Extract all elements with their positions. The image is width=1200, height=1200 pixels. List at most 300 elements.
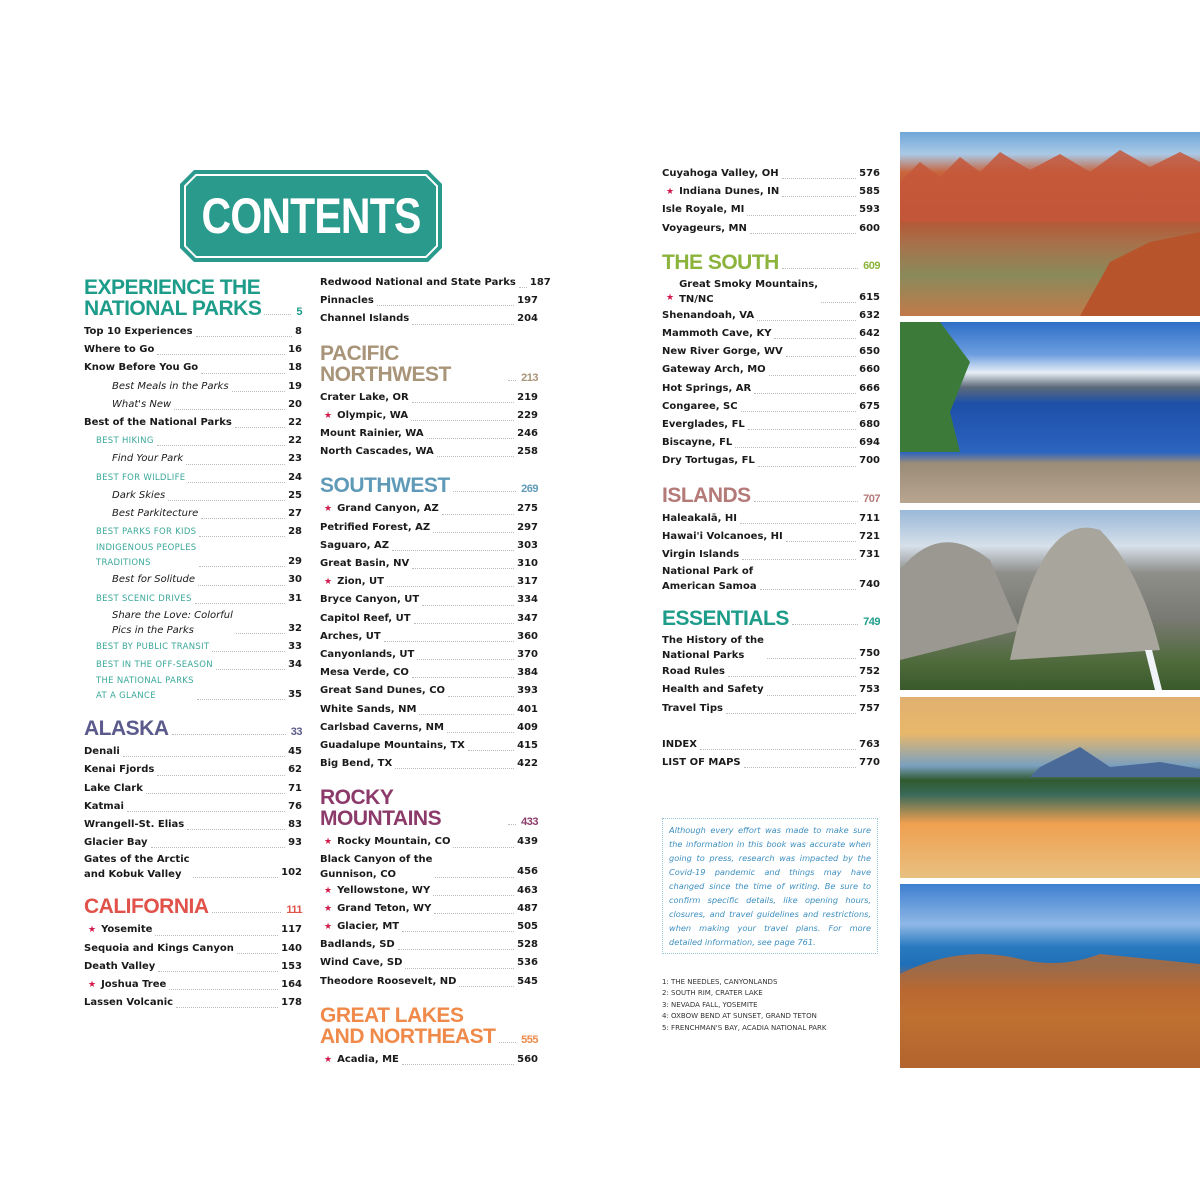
- page-number: 415: [517, 740, 538, 752]
- section-heading: [84, 277, 302, 319]
- dot-leader: [427, 438, 515, 439]
- entry-title: Carlsbad Caverns, NM: [320, 721, 444, 733]
- dot-leader: [169, 989, 278, 990]
- entry-title: Congaree, SC: [662, 400, 738, 412]
- page-number: 721: [859, 530, 880, 542]
- toc-entry[interactable]: [84, 523, 302, 541]
- toc-entry[interactable]: [320, 443, 538, 461]
- dot-leader: [754, 393, 856, 394]
- toc-entry[interactable]: [662, 165, 880, 183]
- dot-leader: [767, 658, 856, 659]
- entry-title: Travel Tips: [662, 702, 723, 714]
- page-number: 731: [859, 549, 880, 561]
- toc-entry[interactable]: [320, 555, 538, 573]
- page-number: 219: [517, 391, 538, 403]
- toc-entry[interactable]: [84, 341, 302, 359]
- toc-entry[interactable]: [320, 537, 538, 555]
- toc-entry[interactable]: [84, 761, 302, 779]
- entry-title: Kenai Fjords: [84, 764, 155, 776]
- page-number: 19: [288, 380, 302, 392]
- toc-entry[interactable]: [84, 921, 302, 939]
- toc-entry[interactable]: [662, 528, 880, 546]
- star-icon: ★: [324, 1054, 333, 1065]
- page-number: 545: [517, 975, 538, 987]
- photo-credit: 4: OXBOW BEND AT SUNSET, GRAND TETON: [662, 1012, 817, 1021]
- star-icon: ★: [324, 885, 333, 896]
- page-number: 680: [859, 419, 880, 431]
- page-number: 197: [517, 295, 538, 307]
- star-icon: ★: [324, 922, 333, 933]
- tree-and-rim-shape: [900, 322, 1200, 503]
- toc-entry[interactable]: [662, 510, 880, 528]
- entry-title: Badlands, SD: [320, 939, 395, 951]
- photo-credit: 3: NEVADA FALL, YOSEMITE: [662, 1000, 758, 1009]
- toc-column-2: [320, 274, 551, 1069]
- dot-leader: [392, 550, 514, 551]
- page-number: 30: [288, 574, 302, 586]
- section-title: PACIFIC NORTHWEST: [320, 341, 451, 386]
- toc-entry[interactable]: [84, 378, 302, 396]
- page-number: 45: [288, 746, 302, 758]
- dot-leader: [744, 767, 856, 768]
- photo-credit: 2: SOUTH RIM, CRATER LAKE: [662, 989, 763, 998]
- page-number: 505: [517, 921, 538, 933]
- entry-title: North Cascades, WA: [320, 446, 434, 458]
- dot-leader: [157, 775, 285, 776]
- page-number: 178: [281, 997, 302, 1009]
- page-number: 711: [859, 512, 880, 524]
- entry-title: Know Before You Go: [84, 362, 199, 374]
- dot-leader: [448, 696, 514, 697]
- entry-title: Best of the National Parks: [84, 417, 232, 429]
- toc-entry[interactable]: [320, 425, 538, 443]
- dot-leader: [740, 523, 856, 524]
- toc-entry[interactable]: [84, 541, 302, 571]
- toc-entry[interactable]: [84, 469, 302, 487]
- toc-entry[interactable]: [84, 571, 302, 589]
- toc-entry[interactable]: [662, 343, 880, 361]
- page-number: 536: [517, 957, 538, 969]
- toc-entry[interactable]: [84, 505, 302, 523]
- entry-title: Zion, UT: [337, 576, 384, 588]
- toc-entry[interactable]: [320, 936, 538, 954]
- entry-title: Guadalupe Mountains, TX: [320, 740, 465, 752]
- toc-entry[interactable]: [84, 958, 302, 976]
- toc-entry[interactable]: [84, 359, 302, 377]
- toc-entry[interactable]: [84, 940, 302, 958]
- dot-leader: [384, 641, 514, 642]
- entry-title: Katmai: [84, 800, 124, 812]
- entry-title: LIST OF MAPS: [662, 757, 741, 769]
- toc-entry[interactable]: [662, 183, 880, 201]
- toc-entry[interactable]: [662, 633, 880, 663]
- entry-title: Sequoia and Kings Canyon: [84, 942, 234, 954]
- toc-entry[interactable]: [662, 452, 880, 470]
- section-heading: [320, 787, 538, 829]
- section-title: GREAT LAKES AND NORTHEAST: [320, 1003, 496, 1048]
- entry-title: Canyonlands, UT: [320, 649, 415, 661]
- toc-entry[interactable]: [662, 663, 880, 681]
- toc-entry[interactable]: [84, 414, 302, 432]
- entry-title: Mammoth Cave, KY: [662, 328, 772, 340]
- page-number: 28: [288, 526, 302, 538]
- dot-leader: [237, 953, 278, 954]
- toc-entry[interactable]: [320, 719, 538, 737]
- dot-leader: [519, 287, 527, 288]
- page-number: 62: [288, 764, 302, 776]
- toc-entry[interactable]: [320, 882, 538, 900]
- photo-crater-lake: [900, 322, 1200, 503]
- dot-leader: [157, 354, 285, 355]
- dot-leader: [499, 1042, 517, 1043]
- toc-entry[interactable]: [320, 407, 538, 425]
- toc-entry[interactable]: [320, 954, 538, 972]
- dot-leader: [168, 500, 285, 501]
- mountain-reflection-shape: [900, 697, 1200, 878]
- entry-title: Best Meals in the Parks: [112, 380, 229, 392]
- toc-entry[interactable]: [84, 432, 302, 450]
- toc-entry[interactable]: [320, 591, 538, 609]
- dot-leader: [508, 824, 516, 825]
- toc-entry[interactable]: [320, 833, 538, 851]
- toc-entry[interactable]: [84, 396, 302, 414]
- covid-disclaimer-note: Although every effort was made to make sure the information in this book was accurate when going to press, research was impacted by the Covid-19 pandemic and things may have changed since the time of writing. Be sure to confirm specific details, like opening hours, closures, and travel guidelines and restrictions, when making your travel plans. For more detailed information, see page 761.: [662, 818, 878, 954]
- dot-leader: [188, 482, 285, 483]
- page-number: 463: [517, 884, 538, 896]
- page-number: 16: [288, 344, 302, 356]
- toc-entry[interactable]: [320, 292, 538, 310]
- entry-title: INDEX: [662, 738, 697, 750]
- entry-title: Hawai'i Volcanoes, HI: [662, 530, 783, 542]
- dot-leader: [212, 651, 285, 652]
- dot-leader: [264, 314, 291, 315]
- page-number: 347: [517, 612, 538, 624]
- dot-leader: [235, 427, 285, 428]
- entry-title: Road Rules: [662, 666, 725, 678]
- entry-title: Grand Canyon, AZ: [337, 503, 439, 515]
- toc-entry[interactable]: [84, 976, 302, 994]
- toc-entry[interactable]: [662, 416, 880, 434]
- toc-entry[interactable]: [662, 681, 880, 699]
- toc-entry[interactable]: [662, 361, 880, 379]
- entry-title: Voyageurs, MN: [662, 222, 747, 234]
- toc-entry[interactable]: [84, 656, 302, 674]
- toc-entry[interactable]: [84, 816, 302, 834]
- entry-title: Rocky Mountain, CO: [337, 836, 451, 848]
- toc-entry[interactable]: [662, 754, 880, 772]
- toc-entry[interactable]: [320, 755, 538, 773]
- page-title: CONTENTS: [201, 188, 421, 244]
- entry-title: Isle Royale, MI: [662, 204, 745, 216]
- dot-leader: [757, 320, 856, 321]
- dot-leader: [172, 734, 286, 735]
- page-number: 694: [859, 437, 880, 449]
- page-number: 140: [281, 942, 302, 954]
- page-number: 650: [859, 346, 880, 358]
- toc-entry[interactable]: [320, 918, 538, 936]
- dot-leader: [201, 518, 285, 519]
- toc-entry[interactable]: [84, 487, 302, 505]
- star-icon: ★: [324, 504, 333, 515]
- dot-leader: [792, 624, 858, 625]
- page-number: 609: [863, 259, 880, 272]
- page-number: 600: [859, 222, 880, 234]
- section-title: ISLANDS: [662, 483, 751, 507]
- page-number: 229: [517, 409, 538, 421]
- dot-leader: [754, 501, 858, 502]
- dot-leader: [442, 514, 514, 515]
- page-number: 27: [288, 508, 302, 520]
- toc-entry[interactable]: [662, 736, 880, 754]
- toc-entry[interactable]: [84, 852, 302, 882]
- page-number: 20: [288, 398, 302, 410]
- toc-entry[interactable]: [320, 737, 538, 755]
- toc-entry[interactable]: [662, 277, 880, 307]
- dot-leader: [195, 603, 285, 604]
- toc-entry[interactable]: [320, 610, 538, 628]
- page-number: 29: [288, 556, 302, 568]
- section-heading: [84, 718, 302, 739]
- entry-title: Biscayne, FL: [662, 437, 733, 449]
- page-number: 33: [288, 640, 302, 652]
- entry-title: Cuyahoga Valley, OH: [662, 168, 779, 179]
- dot-leader: [212, 912, 282, 913]
- page-number: 33: [290, 726, 302, 739]
- page-number: 297: [517, 521, 538, 533]
- entry-title: Denali: [84, 746, 120, 758]
- entry-title: Haleakalā, HI: [662, 512, 738, 524]
- toc-entry[interactable]: [320, 900, 538, 918]
- page-number: 258: [517, 446, 538, 458]
- toc-entry[interactable]: [320, 519, 538, 537]
- toc-entry[interactable]: [662, 700, 880, 718]
- page-number: 204: [517, 313, 538, 325]
- toc-entry[interactable]: [320, 573, 538, 591]
- page-number: 763: [859, 738, 880, 750]
- dot-leader: [402, 1064, 514, 1065]
- entry-title: Glacier, MT: [337, 921, 400, 933]
- dot-leader: [412, 324, 514, 325]
- toc-entry[interactable]: [320, 646, 538, 664]
- dot-leader: [735, 447, 856, 448]
- dot-leader: [414, 623, 515, 624]
- dot-leader: [786, 541, 856, 542]
- entry-title: Wind Cave, SD: [320, 957, 403, 969]
- entry-title: National Park of American Samoa: [662, 566, 757, 593]
- page-number: 76: [288, 800, 302, 812]
- entry-title: Hot Springs, AR: [662, 382, 752, 394]
- dot-leader: [387, 586, 514, 587]
- dot-leader: [748, 429, 856, 430]
- toc-entry[interactable]: [662, 398, 880, 416]
- page-number: 409: [517, 721, 538, 733]
- entry-title: Mesa Verde, CO: [320, 667, 409, 679]
- dot-leader: [433, 532, 514, 533]
- toc-entry[interactable]: [320, 701, 538, 719]
- entry-title: Saguaro, AZ: [320, 539, 390, 551]
- entry-title: Lake Clark: [84, 782, 143, 794]
- star-icon: ★: [88, 980, 97, 991]
- toc-entry[interactable]: [662, 307, 880, 325]
- toc-entry[interactable]: [84, 450, 302, 468]
- page-number: 5: [296, 306, 302, 318]
- page-number: 317: [517, 576, 538, 588]
- section-title: SOUTHWEST: [320, 474, 450, 498]
- entry-title: Olympic, WA: [337, 409, 409, 421]
- entry-title: Indiana Dunes, IN: [679, 186, 780, 198]
- entry-title: Yellowstone, WY: [337, 884, 431, 896]
- spacer: [662, 718, 880, 736]
- toc-entry[interactable]: [320, 1051, 538, 1069]
- dot-leader: [412, 677, 514, 678]
- toc-entry[interactable]: [84, 743, 302, 761]
- page-number: 111: [286, 904, 302, 917]
- toc-entry[interactable]: [84, 994, 302, 1012]
- entry-title: BEST IN THE OFF-SEASON: [96, 660, 213, 671]
- coast-foliage-shape: [900, 884, 1200, 1068]
- toc-entry[interactable]: [84, 323, 302, 341]
- page-number: 615: [859, 291, 880, 303]
- page-number: 750: [859, 648, 880, 660]
- toc-entry[interactable]: [320, 852, 538, 882]
- toc-entry[interactable]: [662, 434, 880, 452]
- toc-entry[interactable]: [84, 834, 302, 852]
- page-number: 632: [859, 309, 880, 321]
- dot-leader: [398, 949, 514, 950]
- entry-title: Mount Rainier, WA: [320, 428, 424, 440]
- dot-leader: [742, 559, 856, 560]
- entry-title: Everglades, FL: [662, 419, 745, 431]
- toc-entry[interactable]: [662, 564, 880, 594]
- entry-title: Gates of the Arctic and Kobuk Valley: [84, 854, 190, 881]
- entry-title: THE NATIONAL PARKS AT A GLANCE: [96, 676, 194, 702]
- dot-leader: [216, 669, 285, 670]
- photo-oxbow-bend: [900, 697, 1200, 878]
- dot-leader: [127, 811, 285, 812]
- dot-leader: [782, 196, 856, 197]
- toc-entry[interactable]: [320, 664, 538, 682]
- section-heading: [320, 1005, 538, 1047]
- page-number: 752: [859, 666, 880, 678]
- star-icon: ★: [324, 903, 333, 914]
- toc-entry[interactable]: [662, 546, 880, 564]
- dot-leader: [434, 913, 514, 914]
- dot-leader: [468, 750, 514, 751]
- page-number: 422: [517, 758, 538, 770]
- entry-title: INDIGENOUS PEOPLES TRADITIONS: [96, 543, 197, 569]
- entry-title: Joshua Tree: [101, 979, 167, 991]
- page-number: 23: [288, 453, 302, 465]
- entry-title: Yosemite: [101, 924, 153, 936]
- page-number: 213: [521, 371, 538, 384]
- toc-entry[interactable]: [84, 638, 302, 656]
- toc-entry[interactable]: [662, 325, 880, 343]
- toc-entry[interactable]: [84, 780, 302, 798]
- page-number: 83: [288, 819, 302, 831]
- page-number: 456: [517, 866, 538, 878]
- dot-leader: [435, 877, 514, 878]
- toc-entry[interactable]: [662, 220, 880, 238]
- photo-credit: 1: THE NEEDLES, CANYONLANDS: [662, 978, 778, 986]
- toc-entry[interactable]: [84, 590, 302, 608]
- dot-leader: [146, 793, 285, 794]
- dot-leader: [453, 491, 516, 492]
- entry-title: White Sands, NM: [320, 703, 417, 715]
- dot-leader: [700, 749, 856, 750]
- dot-leader: [411, 420, 514, 421]
- toc-entry[interactable]: [320, 628, 538, 646]
- entry-title: Channel Islands: [320, 313, 410, 325]
- page-number: 102: [281, 867, 302, 879]
- dot-leader: [197, 699, 285, 700]
- entry-title: Big Bend, TX: [320, 758, 393, 770]
- entry-title: Dark Skies: [112, 489, 166, 501]
- page-number: 393: [517, 685, 538, 697]
- dot-leader: [412, 568, 514, 569]
- page-number: 269: [521, 483, 538, 496]
- dot-leader: [453, 847, 514, 848]
- entry-title: Great Sand Dunes, CO: [320, 685, 446, 697]
- toc-entry[interactable]: [84, 608, 302, 638]
- toc-entry[interactable]: [84, 798, 302, 816]
- dot-leader: [187, 829, 285, 830]
- page-number: 25: [288, 489, 302, 501]
- photo-nevada-fall: [900, 510, 1200, 690]
- entry-title: Capitol Reef, UT: [320, 612, 411, 624]
- toc-entry[interactable]: [320, 500, 538, 518]
- entry-title: Wrangell-St. Elias: [84, 819, 185, 831]
- page-number: 487: [517, 902, 538, 914]
- star-icon: ★: [324, 577, 333, 588]
- entry-title: BEST SCENIC DRIVES: [96, 593, 192, 604]
- dot-leader: [174, 409, 285, 410]
- dot-leader: [196, 336, 292, 337]
- entry-title: Grand Teton, WY: [337, 902, 432, 914]
- photo-frenchmans-bay: [900, 884, 1200, 1068]
- entry-title: Lassen Volcanic: [84, 997, 174, 1009]
- entry-title: Health and Safety: [662, 684, 764, 696]
- page-number: 22: [288, 435, 302, 447]
- page-number: 153: [281, 960, 302, 972]
- page-number: 117: [281, 924, 302, 936]
- dot-leader: [726, 713, 856, 714]
- toc-entry[interactable]: [320, 389, 538, 407]
- toc-column-3: [662, 165, 880, 772]
- photo-credit: 5: FRENCHMAN'S BAY, ACADIA NATIONAL PARK: [662, 1023, 827, 1032]
- dot-leader: [419, 714, 514, 715]
- photo-credits: [662, 977, 826, 1034]
- page-number: 71: [288, 782, 302, 794]
- toc-entry[interactable]: [320, 274, 551, 292]
- entry-title: Petrified Forest, AZ: [320, 521, 431, 533]
- toc-entry[interactable]: [662, 201, 880, 219]
- entry-title: Crater Lake, OR: [320, 391, 409, 403]
- toc-entry[interactable]: [320, 310, 538, 328]
- entry-title: BEST BY PUBLIC TRANSIT: [96, 641, 210, 652]
- entry-title: Black Canyon of the Gunnison, CO: [320, 853, 433, 880]
- page-number: 35: [288, 689, 302, 701]
- toc-entry[interactable]: [84, 674, 302, 704]
- page-number: 360: [517, 630, 538, 642]
- section-heading: [320, 343, 538, 385]
- page-number: 384: [517, 667, 538, 679]
- toc-entry[interactable]: [320, 682, 538, 700]
- toc-entry[interactable]: [320, 973, 538, 991]
- dot-leader: [198, 585, 285, 586]
- toc-entry[interactable]: [662, 380, 880, 398]
- entry-title: Death Valley: [84, 960, 156, 972]
- section-title: ALASKA: [84, 717, 169, 741]
